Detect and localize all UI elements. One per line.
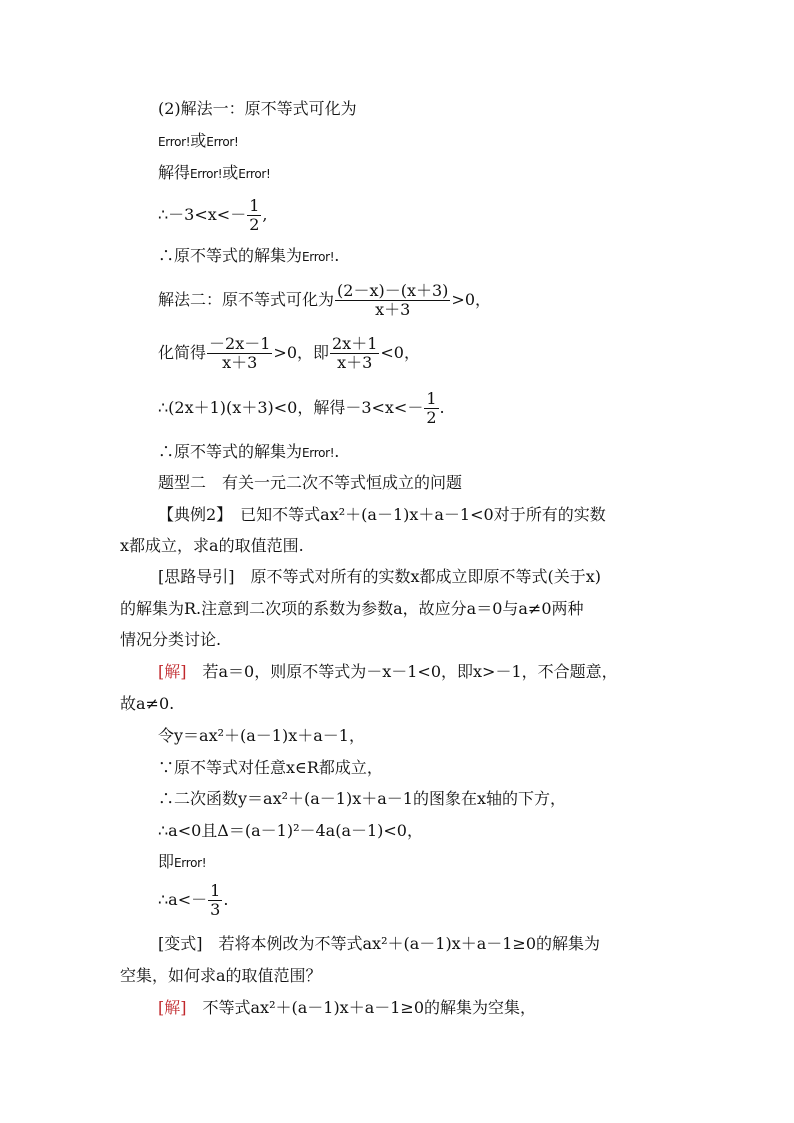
hint-line-c: 情况分类讨论.: [120, 630, 222, 649]
connector-or: 或: [190, 131, 207, 150]
connector-or: 或: [222, 163, 239, 182]
solution-line-b: 故a≠0.: [120, 694, 175, 713]
variant-solution-line: [158, 998, 536, 1018]
variant-tag: [变式]: [158, 934, 203, 953]
fraction: [424, 390, 438, 427]
solution-set-line-1: [158, 246, 339, 267]
denominator: x＋3: [222, 353, 258, 372]
quadratic-below-line: ∴二次函数y＝ax²＋(a－1)x＋a－1的图象在x轴的下方，: [158, 789, 566, 808]
error-placeholder: Error!: [238, 167, 271, 181]
text: .: [334, 442, 340, 461]
text: .: [334, 246, 340, 265]
text: <0，: [380, 343, 420, 362]
text: ∴(2x＋1)(x＋3)<0，解得－3<x<－: [158, 398, 424, 417]
denominator: x＋3: [337, 353, 373, 372]
solution-tag: [解]: [158, 662, 187, 681]
text: 即: [158, 852, 175, 871]
method-two-line: [158, 280, 491, 320]
text: 化简得: [158, 343, 207, 362]
section-heading: 题型二 有关一元二次不等式恒成立的问题: [158, 473, 463, 492]
solution-line-a: [158, 662, 618, 682]
text: ∴a<－: [158, 890, 208, 909]
fraction: [208, 882, 222, 919]
error-placeholder: Error!: [158, 135, 191, 149]
text: 若将本例改为不等式ax²＋(a－1)x＋a－1≥0的解集为: [202, 934, 601, 953]
hint-line-a: [158, 567, 601, 587]
text: .: [223, 890, 229, 909]
error-placeholder: Error!: [174, 856, 207, 870]
example-2-line-a: 【典例2】 已知不等式ax²＋(a－1)x＋a－1<0对于所有的实数: [158, 505, 606, 524]
variant-line-b: 空集，如何求a的取值范围？: [120, 966, 322, 985]
method-one-intro: (2)解法一：原不等式可化为: [158, 99, 357, 118]
error-line-1: [158, 131, 239, 152]
factored-line: [158, 388, 445, 428]
text: >0，: [451, 290, 491, 309]
numerator: 1: [249, 196, 260, 215]
text: 若a＝0，则原不等式为－x－1<0，即x>－1，不合题意，: [186, 662, 618, 681]
denominator: 2: [249, 215, 260, 234]
text: ∴原不等式的解集为: [158, 442, 303, 461]
solution-set-line-2: [158, 442, 339, 463]
denominator: 3: [210, 900, 221, 919]
variant-line-a: [158, 934, 600, 954]
numerator: 1: [426, 389, 437, 408]
fraction: [335, 282, 450, 319]
numerator: (2－x)－(x＋3): [337, 281, 449, 300]
text: 解法二：原不等式可化为: [158, 290, 335, 309]
fraction: [330, 335, 379, 372]
because-line: ∵原不等式对任意x∈R都成立，: [158, 758, 383, 777]
text: >0，即: [273, 343, 329, 362]
result-inequality-1: [158, 195, 267, 235]
error-line-2: [158, 852, 206, 873]
error-placeholder: Error!: [302, 446, 335, 460]
numerator: －2x－1: [209, 334, 271, 353]
hint-line-b: 的解集为R.注意到二次项的系数为参数a，故应分a＝0与a≠0两种: [120, 599, 584, 618]
text: ∴－3<x<－: [158, 205, 247, 224]
text: 原不等式对所有的实数x都成立即原不等式(关于x): [234, 567, 602, 586]
text: 解得: [158, 163, 191, 182]
error-placeholder: Error!: [190, 167, 223, 181]
fraction: [207, 335, 272, 372]
a-result-line: [158, 880, 228, 920]
example-2-line-b: x都成立，求a的取值范围.: [120, 536, 304, 555]
text: ,: [262, 205, 268, 224]
hint-tag: [思路导引]: [158, 567, 235, 586]
solution-tag: [解]: [158, 998, 187, 1017]
text: ∴原不等式的解集为: [158, 246, 303, 265]
solve-line: [158, 163, 271, 184]
text: 不等式ax²＋(a－1)x＋a－1≥0的解集为空集，: [186, 998, 537, 1017]
simplify-line: [158, 333, 420, 373]
error-placeholder: Error!: [206, 135, 239, 149]
denominator: 2: [426, 408, 437, 427]
let-y-line: 令y＝ax²＋(a－1)x＋a－1，: [158, 726, 365, 745]
text: .: [439, 398, 445, 417]
numerator: 1: [210, 881, 221, 900]
fraction: [247, 197, 261, 234]
error-placeholder: Error!: [302, 250, 335, 264]
denominator: x＋3: [375, 300, 411, 319]
discriminant-line: ∴a<0且Δ＝(a－1)²－4a(a－1)<0，: [158, 821, 423, 840]
numerator: 2x＋1: [332, 334, 378, 353]
